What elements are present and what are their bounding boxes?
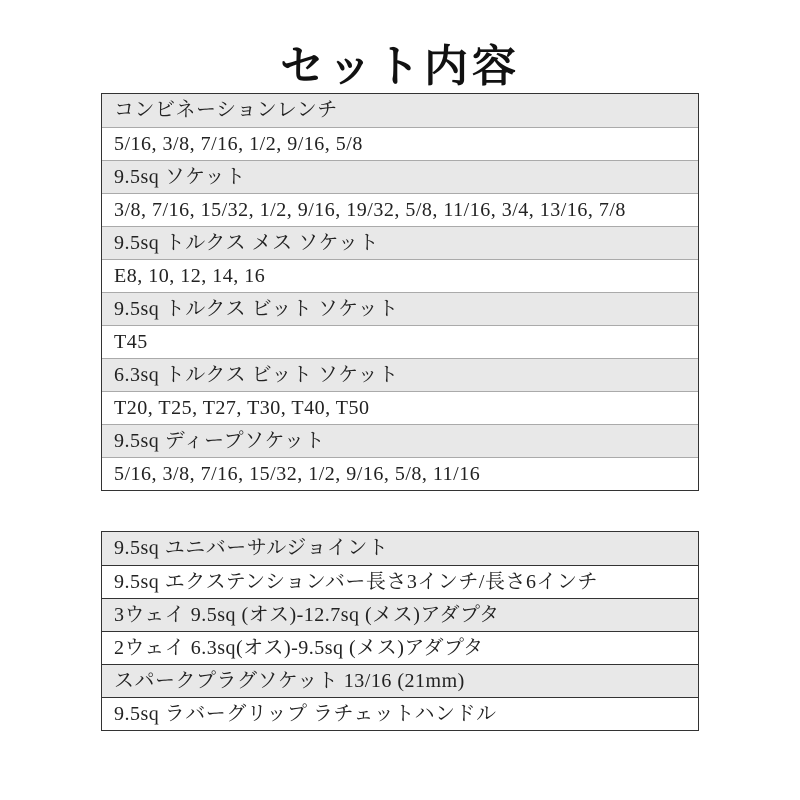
- item-detail-row: 9.5sq ラバーグリップ ラチェットハンドル: [102, 697, 698, 730]
- item-category-row: 9.5sq トルクス ビット ソケット: [102, 292, 698, 325]
- item-detail-row: 5/16, 3/8, 7/16, 15/32, 1/2, 9/16, 5/8, 11/16: [102, 457, 698, 490]
- item-category-row: 9.5sq トルクス メス ソケット: [102, 226, 698, 259]
- item-category-row: 9.5sq ディープソケット: [102, 424, 698, 457]
- item-category-row: 9.5sq ユニバーサルジョイント: [102, 532, 698, 565]
- page-title: セット内容: [280, 42, 520, 91]
- item-category-row: 9.5sq ソケット: [102, 160, 698, 193]
- item-detail-row: 2ウェイ 6.3sq(オス)-9.5sq (メス)アダプタ: [102, 631, 698, 664]
- item-category-row: コンビネーションレンチ: [102, 94, 698, 127]
- item-detail-row: 9.5sq エクステンションバー長さ3インチ/長さ6インチ: [102, 565, 698, 598]
- set-contents-table-tools: [101, 93, 699, 491]
- item-category-row: スパークプラグソケット 13/16 (21mm): [102, 664, 698, 697]
- item-detail-row: 3/8, 7/16, 15/32, 1/2, 9/16, 19/32, 5/8, 11/16, 3/4, 13/16, 7/8: [102, 193, 698, 226]
- item-detail-row: T20, T25, T27, T30, T40, T50: [102, 391, 698, 424]
- item-detail-row: E8, 10, 12, 14, 16: [102, 259, 698, 292]
- item-category-row: 6.3sq トルクス ビット ソケット: [102, 358, 698, 391]
- set-contents-table-accessories: [101, 531, 699, 731]
- item-detail-row: T45: [102, 325, 698, 358]
- item-category-row: 3ウェイ 9.5sq (オス)-12.7sq (メス)アダプタ: [102, 598, 698, 631]
- item-detail-row: 5/16, 3/8, 7/16, 1/2, 9/16, 5/8: [102, 127, 698, 160]
